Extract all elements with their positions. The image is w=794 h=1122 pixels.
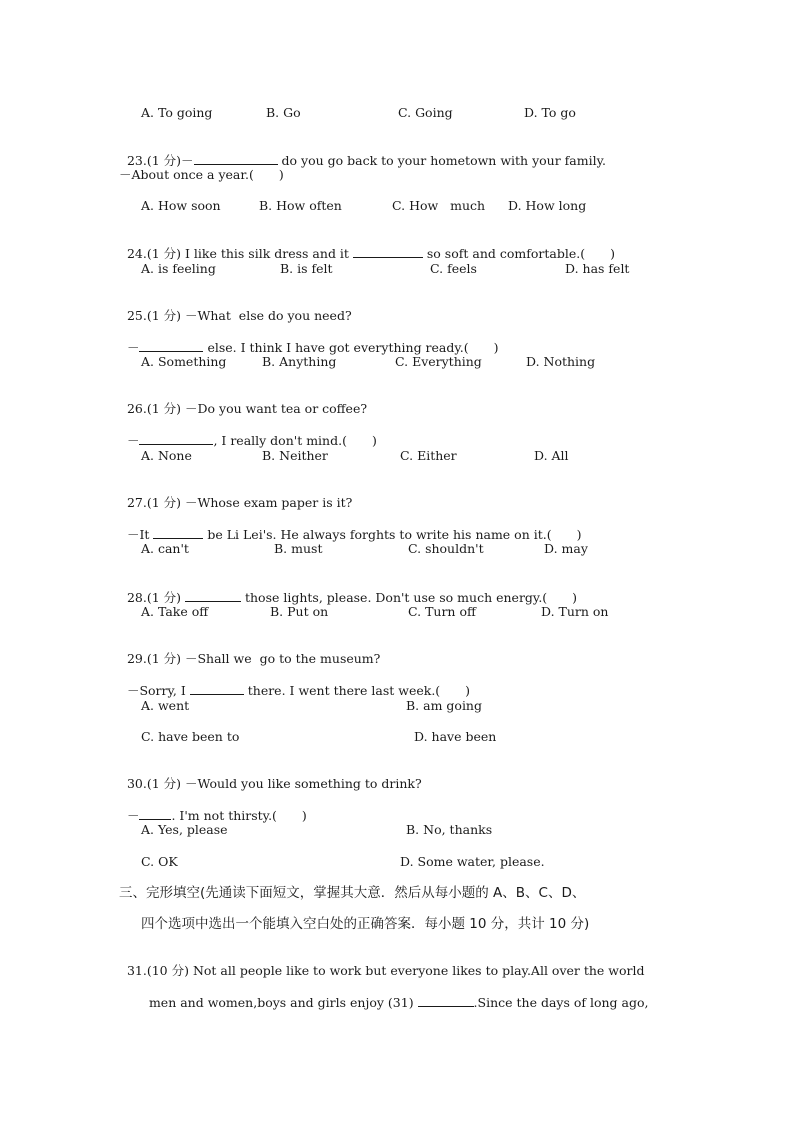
question-text: － xyxy=(126,808,140,823)
answer-blank xyxy=(353,245,423,258)
question-28-stem xyxy=(119,573,577,606)
question-number: 29.(1 分) xyxy=(126,651,182,666)
option-c: C. Turn off xyxy=(408,604,476,619)
question-26-stem xyxy=(119,385,367,417)
option-c: C. feels xyxy=(430,261,477,276)
question-text: , I really don't mind.( ) xyxy=(213,433,377,448)
question-24-stem xyxy=(119,229,615,262)
question-text: － xyxy=(126,340,140,355)
passage-text: men and women,boys and girls enjoy (31) xyxy=(148,995,418,1010)
option-c: C. Going xyxy=(398,105,453,120)
answer-blank xyxy=(139,432,213,445)
option-a: A. is feeling xyxy=(141,261,216,276)
option-b: B. How often xyxy=(259,198,342,213)
answer-blank xyxy=(418,994,474,1007)
question-text: －Sorry, I xyxy=(126,683,190,698)
answer-blank xyxy=(190,682,244,695)
question-text: so soft and comfortable.( ) xyxy=(422,246,615,261)
question-number: 28.(1 分) xyxy=(126,590,182,605)
question-text: － xyxy=(181,153,194,168)
question-29-answer-line xyxy=(119,666,470,699)
passage-text: .Since the days of long ago, xyxy=(473,995,649,1010)
option-c: C. How much xyxy=(392,198,486,213)
question-number: 26.(1 分) xyxy=(126,401,182,416)
option-c: C. Everything xyxy=(395,354,482,369)
option-b: B. is felt xyxy=(280,261,333,276)
option-a: A. Yes, please xyxy=(141,822,228,837)
option-d: D. Nothing xyxy=(526,354,596,369)
option-b: B. Neither xyxy=(262,448,328,463)
question-text: － xyxy=(126,433,140,448)
question-number: 31.(10 分) xyxy=(126,963,189,978)
question-25-answer-line xyxy=(119,323,499,356)
option-b: B. am going xyxy=(406,698,482,713)
option-c: C. OK xyxy=(141,854,178,869)
question-text: －Shall we go to the museum? xyxy=(181,651,381,666)
answer-blank xyxy=(139,339,203,352)
option-b: B. Anything xyxy=(262,354,337,369)
question-text: －It xyxy=(126,527,154,542)
question-text: . I'm not thirsty.( ) xyxy=(171,808,307,823)
option-d: D. has felt xyxy=(565,261,630,276)
section-3-instructions: 四个选项中选出一个能填入空白处的正确答案．每小题 10 分，共计 10 分) xyxy=(141,916,590,932)
question-30-answer-line xyxy=(119,791,307,824)
option-c: C. have been to xyxy=(141,729,240,744)
question-31-line-2 xyxy=(141,978,648,1011)
question-number: 24.(1 分) xyxy=(126,246,182,261)
option-a: A. went xyxy=(141,698,190,713)
option-d: D. Some water, please. xyxy=(400,854,545,869)
option-a: A. How soon xyxy=(141,198,221,213)
question-number: 25.(1 分) xyxy=(126,308,182,323)
question-number: 27.(1 分) xyxy=(126,495,182,510)
question-text: －Would you like something to drink? xyxy=(181,776,422,791)
question-23-stem xyxy=(119,136,606,169)
option-a: A. None xyxy=(141,448,192,463)
question-text: there. I went there last week.( ) xyxy=(243,683,471,698)
question-27-answer-line xyxy=(119,510,581,543)
question-30-stem xyxy=(119,760,422,792)
question-number: 30.(1 分) xyxy=(126,776,182,791)
question-23-answer-line: －About once a year.( ) xyxy=(119,167,284,182)
option-d: D. How long xyxy=(508,198,587,213)
question-text: do you go back to your hometown with your family. xyxy=(277,153,606,168)
option-d: D. Turn on xyxy=(541,604,609,619)
question-text: else. I think I have got everything ready.( ) xyxy=(203,340,499,355)
option-a: A. can't xyxy=(141,541,189,556)
section-3-title: 三、完形填空(先通读下面短文，掌握其大意．然后从每小题的 A、B、C、D、 xyxy=(119,885,586,901)
option-c: C. shouldn't xyxy=(408,541,484,556)
option-d: D. may xyxy=(544,541,588,556)
question-31-line-1 xyxy=(119,947,645,979)
question-29-stem xyxy=(119,635,380,667)
option-b: B. No, thanks xyxy=(406,822,493,837)
option-a: A. To going xyxy=(141,105,213,120)
question-text: be Li Lei's. He always forghts to write his name on it.( ) xyxy=(203,527,582,542)
option-a: A. Take off xyxy=(141,604,209,619)
question-number: 23.(1 分) xyxy=(126,153,182,168)
option-c: C. Either xyxy=(400,448,457,463)
question-25-stem xyxy=(119,292,352,324)
question-27-stem xyxy=(119,479,352,511)
answer-blank xyxy=(194,152,278,165)
option-b: B. Put on xyxy=(270,604,329,619)
question-text: －Whose exam paper is it? xyxy=(181,495,353,510)
option-a: A. Something xyxy=(141,354,227,369)
question-26-answer-line xyxy=(119,416,377,449)
option-d: D. To go xyxy=(524,105,576,120)
option-b: B. Go xyxy=(266,105,301,120)
question-text: －What else do you need? xyxy=(181,308,352,323)
passage-text: Not all people like to work but everyone likes to play.All over the world xyxy=(188,963,645,978)
answer-blank xyxy=(185,589,241,602)
option-d: D. have been xyxy=(414,729,497,744)
answer-blank xyxy=(139,807,171,820)
option-d: D. All xyxy=(534,448,569,463)
question-text: those lights, please. Don't use so much energy.( ) xyxy=(241,590,578,605)
question-text: －Do you want tea or coffee? xyxy=(181,401,368,416)
option-b: B. must xyxy=(274,541,323,556)
answer-blank xyxy=(153,526,203,539)
question-text: I like this silk dress and it xyxy=(181,246,353,261)
